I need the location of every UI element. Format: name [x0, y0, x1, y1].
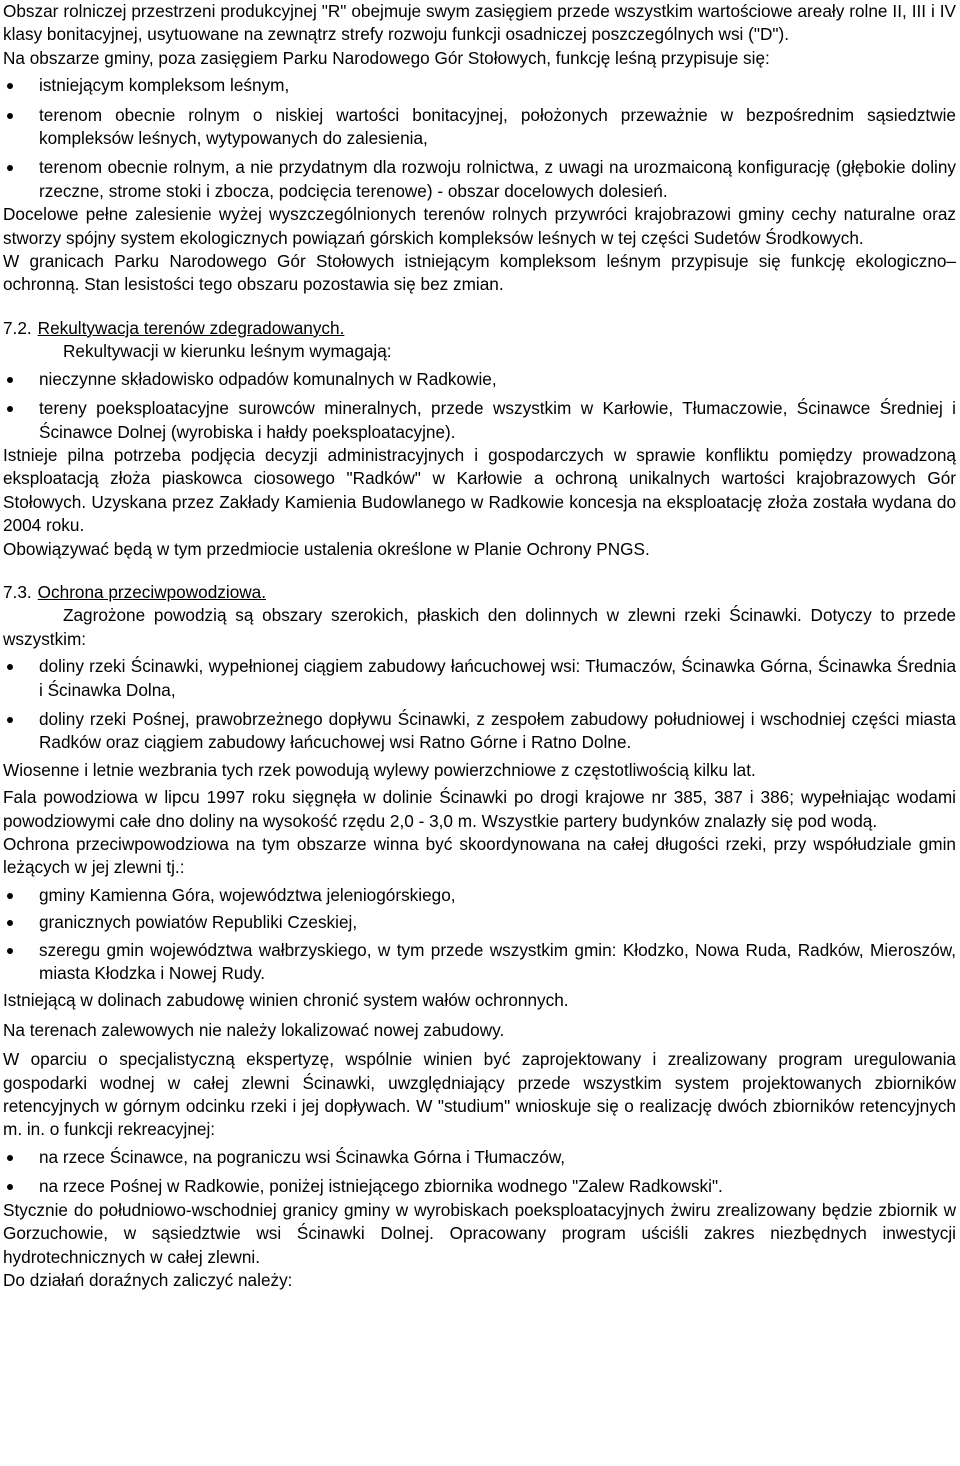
paragraph-flood-coordination: Ochrona przeciwpowodziowa na tym obszarze winna być skoordynowana na całej długości rzeki, przy współudziale gmin leżących w jej zlewni tj.: — [3, 834, 956, 878]
list-item: doliny rzeki Ścinawki, wypełnionej ciągiem zabudowy łańcuchowej wsi: Tłumaczów, Ścinawka Górna, Ścinawka Średnia i Ścinawka Dolna, — [3, 655, 956, 702]
list-item: nieczynne składowisko odpadów komunalnych w Radkowie, — [3, 368, 956, 391]
paragraph-water-program: W oparciu o specjalistyczną ekspertyzę, wspólnie winien być zaprojektowany i zrealizowany program uregulowania gospodarki wodnej w całej zlewni Ścinawki, uwzględniający przede wszystkim system projektowanych zbiorników retencyjnych w górnym odcinku rzeki i jej dopływach. W "studium" wnioskuje się o realizację dwóch zbiorników retencyjnych m. in. o funkcji rekreacyjnej: — [3, 1049, 956, 1140]
reclamation-list — [3, 368, 956, 444]
section-number: 7.2. — [3, 317, 32, 338]
list-item: doliny rzeki Pośnej, prawobrzeżnego dopływu Ścinawki, z zespołem zabudowy południowej i wschodniej części miasta Radków oraz ciągiem zabudowy łańcuchowej wsi Ratno Górne i Ratno Dolne. — [3, 708, 956, 755]
paragraph-levees: Istniejącą w dolinach zabudowę winien chronić system wałów ochronnych. — [3, 990, 569, 1011]
section-title: Ochrona przeciwpowodziowa. — [37, 581, 266, 602]
list-item: granicznych powiatów Republiki Czeskiej, — [3, 911, 956, 934]
paragraph-no-new-buildings: Na terenach zalewowych nie należy lokalizować nowej zabudowy. — [3, 1019, 505, 1040]
paragraph-forest-function-intro: Na obszarze gminy, poza zasięgiem Parku Narodowego Gór Stołowych, funkcję leśną przypisuje się: — [3, 47, 770, 68]
paragraph-flood-intro: Zagrożone powodzią są obszary szerokich, płaskich den dolinnych w zlewni rzeki Ścinawki. Dotyczy to przede wszystkim: — [3, 605, 956, 649]
reservoirs-list — [3, 1146, 956, 1199]
list-item: tereny poeksploatacyjne surowców mineralnych, przede wszystkim w Karłowie, Tłumaczowie, Ścinawce Średniej i Ścinawce Dolnej (wyrobiska i hałdy poeksploatacyjne). — [3, 397, 956, 444]
list-item: terenom obecnie rolnym o niskiej wartości bonitacyjnej, położonych przeważnie w bezpośrednim sąsiedztwie kompleksów leśnych, wytypowanych do zalesienia, — [3, 104, 956, 151]
paragraph-spring-floods: Wiosenne i letnie wezbrania tych rzek powodują wylewy powierzchniowe z częstotliwością kilku lat. — [3, 759, 756, 780]
list-item: terenom obecnie rolnym, a nie przydatnym dla rozwoju rolnictwa, z uwagi na urozmaiconą konfigurację (głębokie doliny rzeczne, strome stoki i zbocza, podcięcia terenowe) - obszar docelowych dolesień. — [3, 156, 956, 203]
paragraph-afforestation: Docelowe pełne zalesienie wyżej wyszczególnionych terenów rolnych przywróci krajobrazowi gminy cechy naturalne oraz stworzy spójny system ekologicznych powiązań górskich kompleksów leśnych w tej części Sudetów Środkowych. — [3, 204, 956, 248]
paragraph-flood-1997: Fala powodziowa w lipcu 1997 roku sięgnęła w dolinie Ścinawki po drogi krajowe nr 385, 387 i 386; wypełniając wodami powodziowymi całe dno doliny na wysokość rzędu 2,0 - 3,0 m. Wszystkie partery budynków znalazły się pod wodą. — [3, 787, 956, 831]
paragraph-agricultural-area: Obszar rolniczej przestrzeni produkcyjnej "R" obejmuje swym zasięgiem przede wszystkim wartościowe areały rolne II, III i IV klasy bonitacyjnej, usytuowane na zewnątrz strefy rozwoju funkcji osadniczej poszczególnych wsi ("D"). — [3, 1, 956, 45]
section-title: Rekultywacja terenów zdegradowanych. — [37, 317, 345, 338]
list-item: gminy Kamienna Góra, województwa jeleniogórskiego, — [3, 884, 956, 907]
forest-function-list — [3, 74, 956, 203]
section-heading-7-2 — [3, 317, 956, 340]
paragraph-reclamation-intro: Rekultywacji w kierunku leśnym wymagają: — [63, 341, 392, 362]
paragraph-pngs-plan: Obowiązywać będą w tym przedmiocie ustalenia określone w Planie Ochrony PNGS. — [3, 538, 650, 559]
list-item: szeregu gmin województwa wałbrzyskiego, w tym przede wszystkim gmin: Kłodzko, Nowa Ruda, Radków, Mieroszów, miasta Kłodzka i Nowej Rudy. — [3, 939, 956, 986]
paragraph-national-park: W granicach Parku Narodowego Gór Stołowych istniejącym kompleksom leśnym przypisuje się funkcję ekologiczno–ochronną. Stan lesistości tego obszaru pozostawia się bez zmian. — [3, 251, 956, 295]
paragraph-urgent-actions: Do działań doraźnych zaliczyć należy: — [3, 1269, 293, 1290]
list-item: istniejącym kompleksom leśnym, — [3, 74, 956, 97]
list-item: na rzece Pośnej w Radkowie, poniżej istniejącego zbiornika wodnego "Zalew Radkowski". — [3, 1175, 956, 1198]
paragraph-quarry-conflict: Istnieje pilna potrzeba podjęcia decyzji administracyjnych i gospodarczych w sprawie konfliktu pomiędzy prowadzoną eksploatacją złoża piaskowca ciosowego "Radków" w Karłowie a ochroną unikalnych wartości krajobrazowych Gór Stołowych. Uzyskana przez Zakłady Kamienia Budowlanego w Radkowie koncesja na eksploatację złoża została wydana do 2004 roku. — [3, 444, 956, 536]
flood-valleys-list — [3, 655, 956, 755]
section-number: 7.3. — [3, 581, 32, 602]
list-item: na rzece Ścinawce, na pograniczu wsi Ścinawka Górna i Tłumaczów, — [3, 1146, 956, 1169]
paragraph-gravel-reservoir: Stycznie do południowo-wschodniej granicy gminy w wyrobiskach poeksploatacyjnych żwiru zrealizowany będzie zbiornik w Gorzuchowie, w sąsiedztwie wsi Ścinawki Dolnej. Opracowany program uściśli zakres niezbędnych inwestycji hydrotechnicznych w całej zlewni. — [3, 1199, 956, 1267]
gminas-list — [3, 884, 956, 986]
section-heading-7-3 — [3, 581, 956, 604]
